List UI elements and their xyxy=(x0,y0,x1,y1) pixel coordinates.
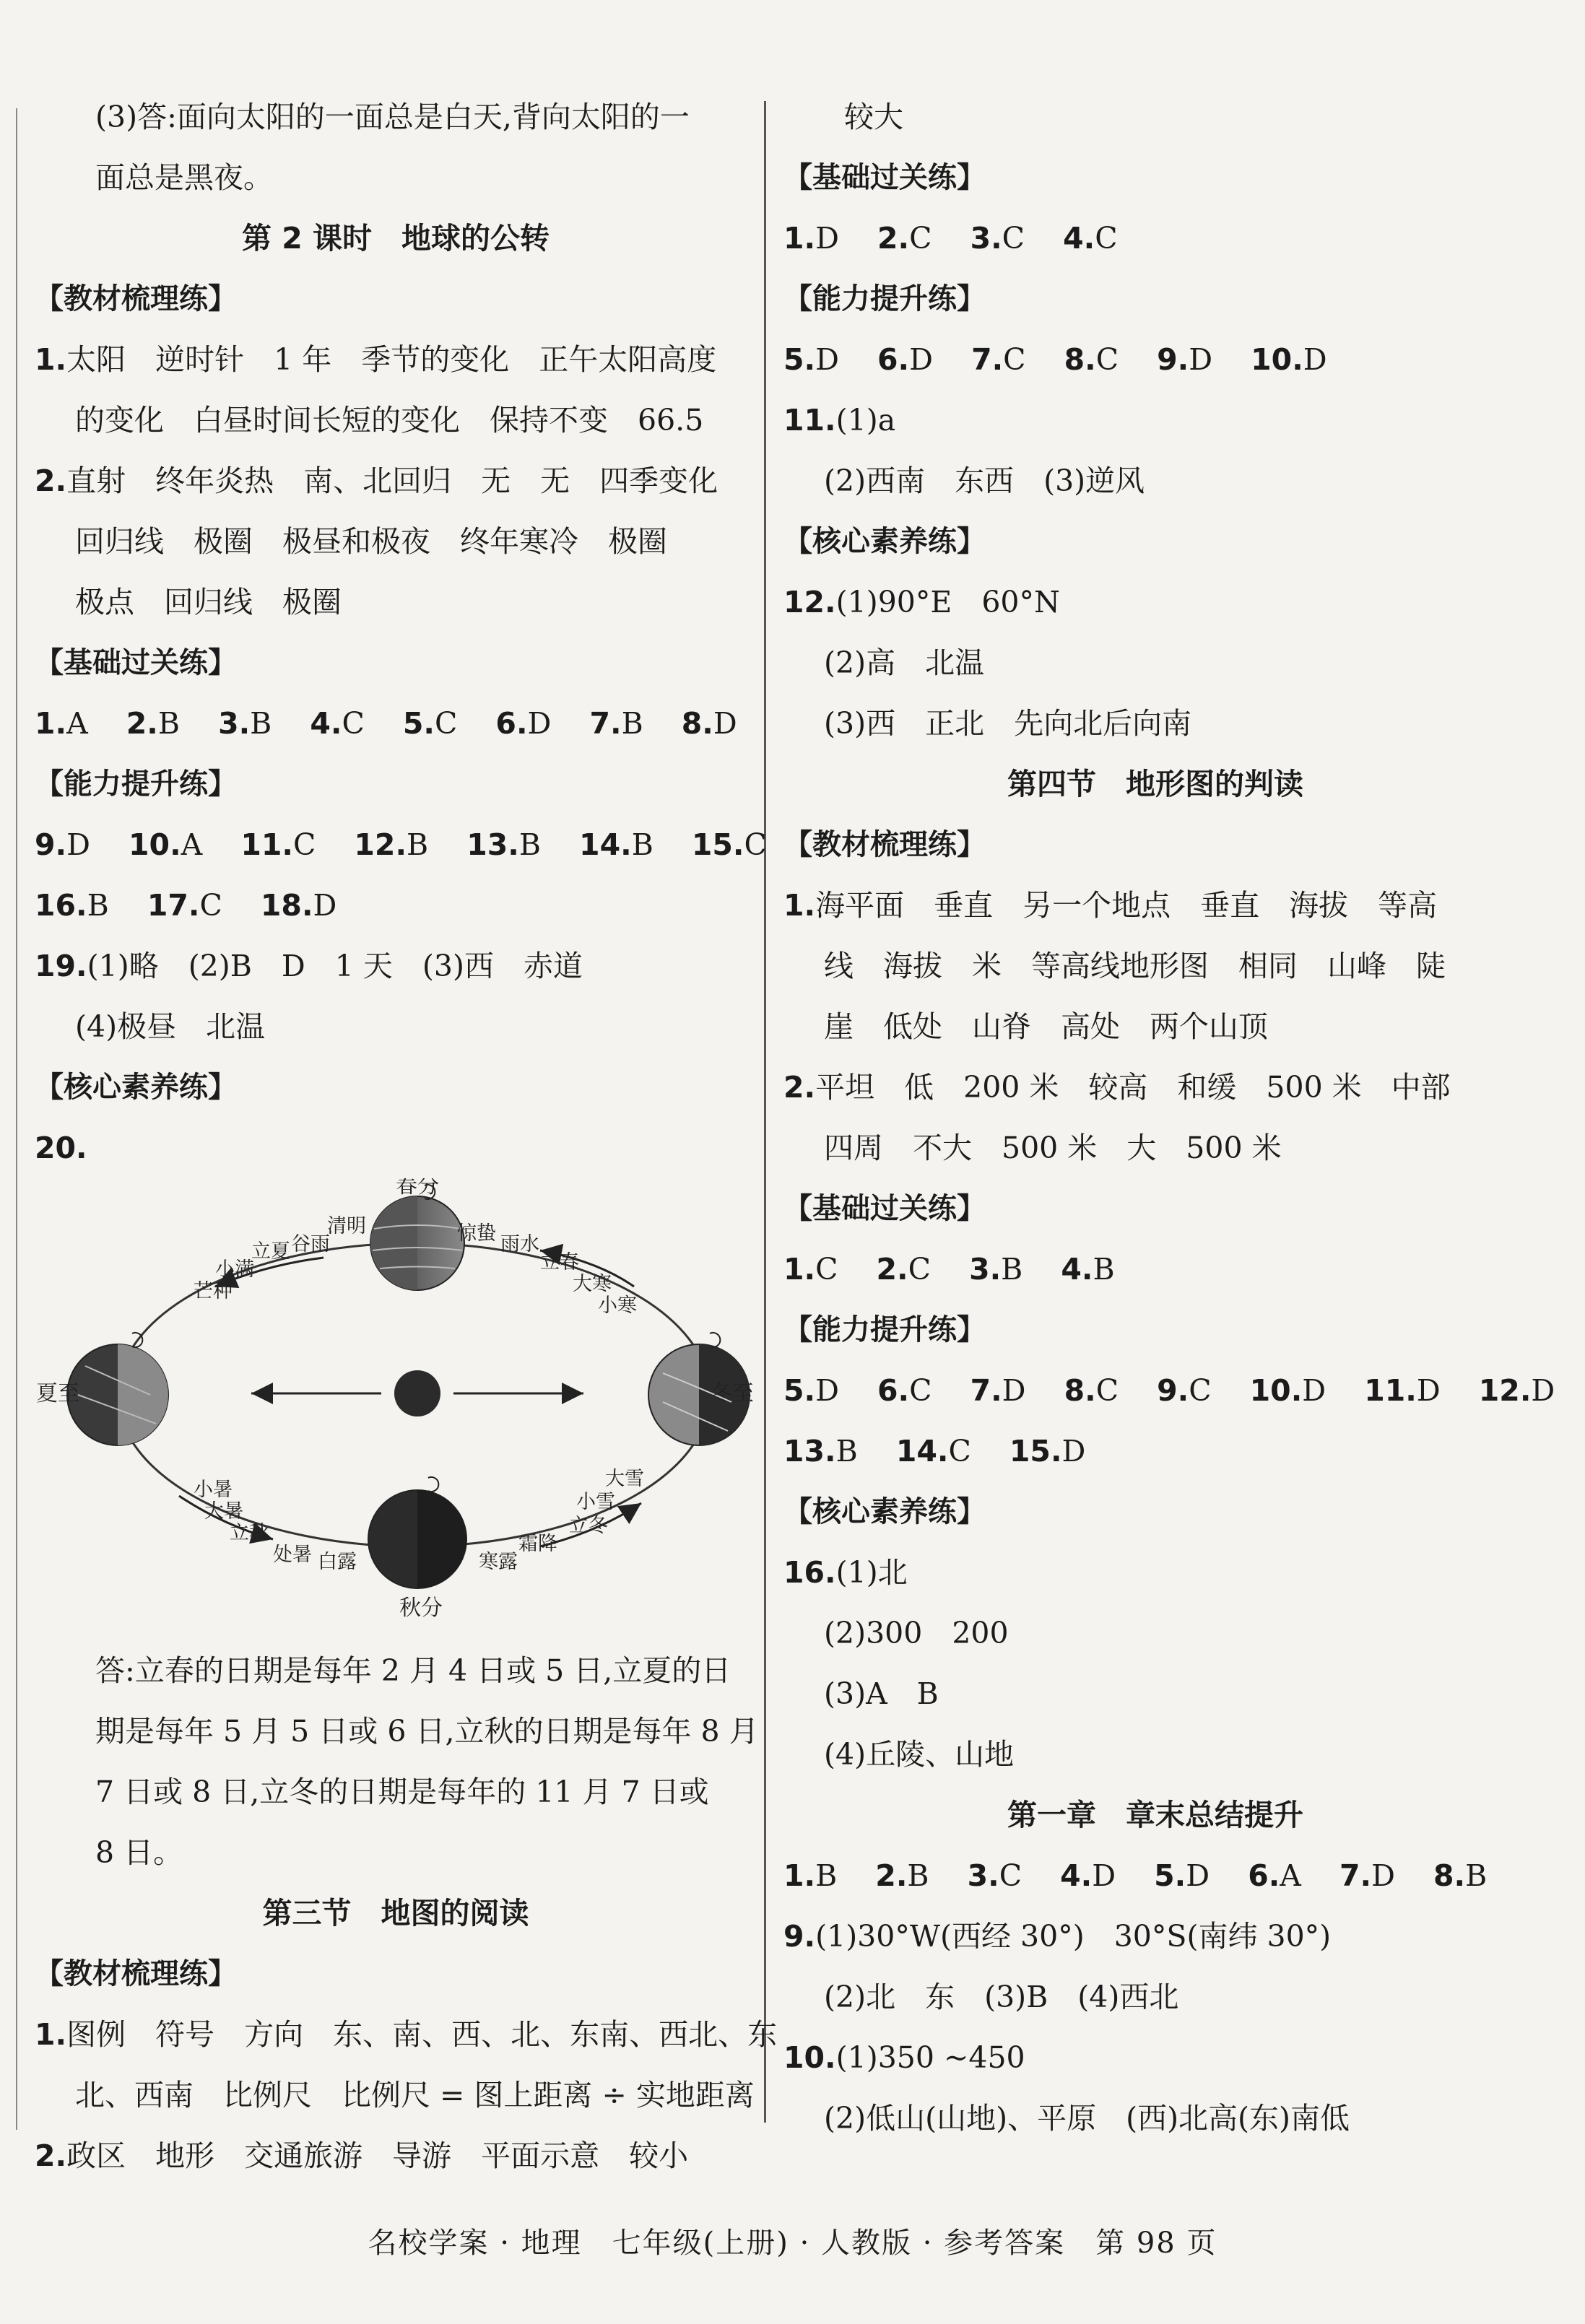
answer-choice: D xyxy=(1189,342,1213,377)
section-header: 【教材梳理练】 xyxy=(35,282,237,315)
answer-item xyxy=(692,827,767,862)
answer-item xyxy=(35,888,109,923)
answer-choice: C xyxy=(909,1373,932,1408)
label-term: 寒露 xyxy=(479,1551,518,1573)
label-winter-solstice: 冬至 xyxy=(711,1381,754,1406)
answer-choice: D xyxy=(815,221,839,256)
question-line xyxy=(783,1542,1527,1603)
label-term: 霜降 xyxy=(518,1533,557,1555)
question-number: 2. xyxy=(35,2138,67,2173)
question-number: 4. xyxy=(310,706,342,741)
question-number: 3. xyxy=(218,706,251,741)
answer-choice: B xyxy=(621,706,643,741)
answer-row xyxy=(783,329,1527,390)
question-number: 3. xyxy=(970,221,1002,256)
answer-item xyxy=(354,827,428,862)
question-number: 5. xyxy=(1154,1858,1186,1893)
question-number: 2. xyxy=(35,464,67,498)
answer-choice: B xyxy=(835,1434,858,1468)
question-number: 2. xyxy=(877,221,910,256)
answer-item xyxy=(218,706,272,741)
earth-orbit-diagram xyxy=(35,1178,757,1640)
answer-item xyxy=(1063,221,1117,256)
answer-item xyxy=(877,1373,932,1408)
question-line xyxy=(783,1906,1527,1967)
answer-choice: A xyxy=(1280,1858,1301,1893)
label-term: 谷雨 xyxy=(291,1233,330,1255)
answer-item xyxy=(1060,1858,1116,1893)
text-line: (2)300 200 xyxy=(824,1616,1009,1650)
question-number: 12. xyxy=(1478,1373,1532,1408)
answer-choice: B xyxy=(1001,1252,1023,1287)
answer-row xyxy=(783,1845,1527,1906)
answer-item xyxy=(896,1434,971,1468)
question-line xyxy=(35,936,757,996)
label-term: 处暑 xyxy=(273,1544,312,1566)
globe-autumn-equinox xyxy=(368,1477,466,1588)
question-number: 8. xyxy=(1064,342,1096,377)
answer-choice: C xyxy=(815,1252,838,1287)
section-header: 【核心素养练】 xyxy=(35,1071,237,1104)
section-header: 【核心素养练】 xyxy=(783,1495,986,1528)
question-number: 6. xyxy=(877,342,910,377)
answer-choice: B xyxy=(87,888,109,923)
answer-item xyxy=(589,706,643,741)
answer-text: (1)30°W(西经 30°) 30°S(南纬 30°) xyxy=(815,1919,1332,1954)
answer-choice: B xyxy=(1093,1252,1115,1287)
left-column xyxy=(35,87,778,2186)
text-line: 8 日。 xyxy=(95,1835,183,1870)
answer-item xyxy=(1251,342,1327,377)
answer-text: 太阳 逆时针 1 年 季节的变化 正午太阳高度 xyxy=(66,342,717,377)
answer-text: 图例 符号 方向 东、南、西、北、东南、西北、东 xyxy=(66,2017,778,2052)
globe-summer-solstice xyxy=(67,1333,168,1445)
label-term: 小寒 xyxy=(598,1294,637,1317)
text-line: 期是每年 5 月 5 日或 6 日,立秋的日期是每年 8 月 xyxy=(95,1714,759,1749)
label-term: 惊蛰 xyxy=(457,1222,496,1245)
question-number: 8. xyxy=(1064,1373,1096,1408)
question-number: 11. xyxy=(1364,1373,1417,1408)
question-number: 7. xyxy=(1339,1858,1372,1893)
answer-choice: C xyxy=(744,827,767,862)
text-line: 线 海拔 米 等高线地形图 相同 山峰 陡 xyxy=(824,949,1446,983)
question-number: 10. xyxy=(783,2040,836,2075)
answer-item xyxy=(682,706,737,741)
question-number: 11. xyxy=(240,827,293,862)
question-number: 7. xyxy=(971,342,1004,377)
answer-item xyxy=(579,827,653,862)
question-number: 9. xyxy=(783,1919,816,1954)
question-line xyxy=(783,875,1527,936)
question-line xyxy=(783,390,1527,451)
answer-item xyxy=(783,1858,837,1893)
question-number: 9. xyxy=(35,827,67,862)
answer-choice: C xyxy=(1095,1373,1119,1408)
question-number: 1. xyxy=(35,706,67,741)
question-number: 2. xyxy=(783,1070,816,1105)
answer-item xyxy=(1248,1858,1301,1893)
label-term: 立夏 xyxy=(251,1240,290,1263)
question-number: 19. xyxy=(35,949,87,983)
answer-item xyxy=(1157,1373,1211,1408)
answer-item xyxy=(1157,342,1212,377)
text-line: (4)丘陵、山地 xyxy=(824,1737,1015,1772)
text-line: 北、西南 比例尺 比例尺 = 图上距离 ÷ 实地距离 xyxy=(75,2078,755,2112)
question-number: 5. xyxy=(783,1373,816,1408)
question-number: 10. xyxy=(1249,1373,1303,1408)
answer-text: (1)90°E 60°N xyxy=(835,585,1060,619)
answer-item xyxy=(147,888,222,923)
text-line: 面总是黑夜。 xyxy=(95,160,273,195)
label-term: 立秋 xyxy=(230,1522,269,1544)
answer-item xyxy=(129,827,202,862)
text-line: (2)低山(山地)、平原 (西)北高(东)南低 xyxy=(824,2101,1350,2136)
question-number: 2. xyxy=(875,1858,908,1893)
answer-choice: C xyxy=(292,827,316,862)
answer-choice: D xyxy=(1531,1373,1555,1408)
question-number: 4. xyxy=(1063,221,1095,256)
label-spring-equinox: 春分 xyxy=(396,1178,439,1198)
question-line xyxy=(783,572,1527,632)
answer-row xyxy=(35,693,757,754)
globe-spring-equinox xyxy=(370,1185,464,1290)
question-number: 12. xyxy=(354,827,407,862)
question-number: 18. xyxy=(260,888,313,923)
answer-item xyxy=(969,1252,1022,1287)
answer-choice: C xyxy=(1095,342,1119,377)
answer-choice: C xyxy=(1003,342,1026,377)
answer-choice: C xyxy=(435,706,458,741)
answer-item xyxy=(1061,1252,1114,1287)
answer-item xyxy=(403,706,457,741)
text-line: 极点 回归线 极圈 xyxy=(75,585,342,619)
question-number: 6. xyxy=(1248,1858,1280,1893)
answer-text: (1)北 xyxy=(835,1555,908,1590)
answer-choice: B xyxy=(907,1858,929,1893)
label-autumn-equinox: 秋分 xyxy=(399,1596,443,1621)
question-number: 6. xyxy=(495,706,528,741)
question-number: 14. xyxy=(895,1434,949,1468)
section-header: 【核心素养练】 xyxy=(783,525,986,558)
answer-item xyxy=(495,706,551,741)
answer-item xyxy=(968,1858,1022,1893)
section-header: 【能力提升练】 xyxy=(783,1313,986,1346)
answer-choice: C xyxy=(1095,221,1118,256)
label-summer-solstice: 夏至 xyxy=(36,1381,79,1406)
section-header: 【能力提升练】 xyxy=(783,282,986,315)
section-title: 第四节 地形图的判读 xyxy=(1007,767,1303,801)
question-number: 13. xyxy=(466,827,519,862)
answer-choice: D xyxy=(66,827,90,862)
question-line xyxy=(35,329,757,390)
answer-item xyxy=(35,706,88,741)
answer-item xyxy=(310,706,364,741)
answer-choice: A xyxy=(181,827,203,862)
section-header: 【能力提升练】 xyxy=(35,767,237,801)
answer-item xyxy=(240,827,316,862)
text-line: (3)答:面向太阳的一面总是白天,背向太阳的一 xyxy=(95,100,690,134)
answer-text: (1)a xyxy=(835,403,896,438)
text-line: (2)北 东 (3)B (4)西北 xyxy=(824,1980,1179,2014)
answer-row xyxy=(783,1239,1527,1300)
answer-choice: B xyxy=(631,827,653,862)
question-number: 11. xyxy=(783,403,836,438)
label-term: 雨水 xyxy=(500,1233,539,1255)
text-line: (2)西南 东西 (3)逆风 xyxy=(824,464,1145,498)
answer-choice: D xyxy=(1416,1373,1441,1408)
label-term: 大暑 xyxy=(204,1500,243,1523)
section-title: 第 2 课时 地球的公转 xyxy=(241,221,550,256)
right-column xyxy=(783,87,1555,2149)
section-title: 第一章 章末总结提升 xyxy=(1007,1798,1303,1832)
answer-item xyxy=(1364,1373,1441,1408)
answer-item xyxy=(1154,1858,1210,1893)
answer-row xyxy=(783,1421,1527,1481)
question-number: 13. xyxy=(783,1434,836,1468)
answer-choice: C xyxy=(1002,221,1025,256)
label-term: 小满 xyxy=(215,1258,254,1281)
answer-choice: D xyxy=(1002,1373,1026,1408)
answer-item xyxy=(1433,1858,1487,1893)
question-number: 7. xyxy=(970,1373,1002,1408)
answer-choice: D xyxy=(815,342,839,377)
answer-item xyxy=(875,1858,929,1893)
answer-item xyxy=(971,342,1025,377)
answer-row xyxy=(35,814,767,875)
answer-choice: D xyxy=(815,1373,839,1408)
question-number: 16. xyxy=(35,888,87,923)
question-number: 10. xyxy=(129,827,181,862)
question-number: 1. xyxy=(783,221,816,256)
question-number: 1. xyxy=(35,2017,67,2052)
answer-item xyxy=(783,1434,858,1468)
question-number: 12. xyxy=(783,585,836,619)
answer-item xyxy=(783,221,839,256)
text-line: 答:立春的日期是每年 2 月 4 日或 5 日,立夏的日 xyxy=(95,1653,731,1688)
orbit-svg xyxy=(35,1178,757,1640)
question-number: 8. xyxy=(681,706,713,741)
answer-item xyxy=(783,342,839,377)
answer-choice: C xyxy=(908,1252,932,1287)
label-term: 小暑 xyxy=(194,1479,233,1501)
answer-item xyxy=(261,888,337,923)
question-number: 8. xyxy=(1433,1858,1466,1893)
question-number: 5. xyxy=(783,342,816,377)
question-number: 5. xyxy=(402,706,435,741)
label-term: 大寒 xyxy=(573,1273,612,1295)
question-number: 10. xyxy=(1251,342,1303,377)
question-number: 15. xyxy=(1009,1434,1062,1468)
answer-text: 直射 终年炎热 南、北回归 无 无 四季变化 xyxy=(66,464,718,498)
section-header: 【基础过关练】 xyxy=(783,1192,986,1225)
question-line xyxy=(783,1057,1527,1118)
answer-choice: D xyxy=(1092,1858,1116,1893)
answer-choice: B xyxy=(250,706,272,741)
answer-choice: D xyxy=(313,888,337,923)
answer-choice: D xyxy=(1302,1373,1326,1408)
question-number: 15. xyxy=(691,827,744,862)
section-header: 【基础过关练】 xyxy=(35,646,237,679)
page-footer: 名校学案 · 地理 七年级(上册) · 人教版 · 参考答案 第 98 页 xyxy=(368,2227,1217,2260)
question-number: 2. xyxy=(876,1252,908,1287)
text-line: (3)A B xyxy=(824,1676,939,1711)
label-term: 大雪 xyxy=(605,1468,644,1490)
question-number: 9. xyxy=(1157,342,1189,377)
answer-text: 政区 地形 交通旅游 导游 平面示意 较小 xyxy=(66,2138,689,2173)
text-line: (3)西 正北 先向北后向南 xyxy=(824,706,1192,741)
answer-choice: D xyxy=(909,342,934,377)
answer-item xyxy=(1009,1434,1086,1468)
answer-item xyxy=(35,827,90,862)
text-line: (4)极昼 北温 xyxy=(75,1009,266,1044)
answer-row xyxy=(783,208,1527,269)
text-line: 的变化 白昼时间长短的变化 保持不变 66.5 xyxy=(75,403,704,438)
answer-text: (1)略 (2)B D 1 天 (3)西 赤道 xyxy=(87,949,583,983)
label-term: 芒种 xyxy=(194,1280,233,1302)
answer-item xyxy=(783,1252,838,1287)
answer-item xyxy=(126,706,180,741)
answer-choice: B xyxy=(815,1858,838,1893)
answer-choice: C xyxy=(342,706,365,741)
answer-choice: C xyxy=(909,221,932,256)
answer-item xyxy=(877,342,933,377)
answer-text: 海平面 垂直 另一个地点 垂直 海拔 等高 xyxy=(815,888,1438,923)
question-number: 1. xyxy=(783,888,816,923)
answer-item xyxy=(1250,1373,1326,1408)
text-line: 7 日或 8 日,立冬的日期是每年的 11 月 7 日或 xyxy=(95,1775,709,1809)
answer-choice: B xyxy=(157,706,181,741)
question-line xyxy=(35,2125,757,2186)
question-line xyxy=(35,2004,778,2065)
answer-item xyxy=(970,221,1025,256)
section-title: 第三节 地图的阅读 xyxy=(262,1896,529,1931)
question-number: 14. xyxy=(579,827,632,862)
answer-item xyxy=(1479,1373,1555,1408)
question-number: 6. xyxy=(877,1373,910,1408)
question-number: 7. xyxy=(589,706,622,741)
section-header: 【教材梳理练】 xyxy=(35,1957,237,1990)
column-divider xyxy=(764,101,766,2123)
answer-choice: D xyxy=(1303,342,1327,377)
answer-choice: D xyxy=(1061,1434,1086,1468)
question-number: 3. xyxy=(969,1252,1002,1287)
answer-choice: D xyxy=(1186,1858,1210,1893)
text-line: 崖 低处 山脊 高处 两个山顶 xyxy=(824,1009,1268,1044)
question-line xyxy=(35,1118,757,1178)
question-number: 17. xyxy=(147,888,200,923)
question-line xyxy=(783,2027,1527,2088)
text-line: (2)高 北温 xyxy=(824,645,985,680)
text-line: 四周 不大 500 米 大 500 米 xyxy=(824,1131,1282,1165)
answer-item xyxy=(466,827,541,862)
answer-choice: B xyxy=(407,827,429,862)
answer-text: 平坦 低 200 米 较高 和缓 500 米 中部 xyxy=(815,1070,1451,1105)
question-number: 16. xyxy=(783,1555,836,1590)
question-number: 2. xyxy=(126,706,158,741)
answer-choice: D xyxy=(527,706,552,741)
question-number: 1. xyxy=(35,342,67,377)
question-number: 4. xyxy=(1061,1252,1093,1287)
label-term: 白露 xyxy=(318,1551,357,1573)
answer-item xyxy=(1064,342,1119,377)
answer-choice: B xyxy=(1465,1858,1488,1893)
answer-item xyxy=(1064,1373,1119,1408)
section-header: 【基础过关练】 xyxy=(783,161,986,194)
question-number: 9. xyxy=(1157,1373,1189,1408)
answer-row xyxy=(783,1360,1555,1421)
answer-choice: C xyxy=(1189,1373,1212,1408)
question-number: 20. xyxy=(35,1131,87,1165)
question-number: 3. xyxy=(967,1858,999,1893)
answer-choice: A xyxy=(66,706,88,741)
answer-choice: C xyxy=(948,1434,971,1468)
answer-item xyxy=(783,1373,839,1408)
answer-choice: D xyxy=(1371,1858,1395,1893)
question-number: 1. xyxy=(783,1858,816,1893)
label-term: 小雪 xyxy=(576,1491,615,1513)
answer-text: (1)350 ~450 xyxy=(835,2040,1025,2075)
binding-rule xyxy=(16,108,17,2130)
text-line: 回归线 极圈 极昼和极夜 终年寒冷 极圈 xyxy=(75,524,667,559)
label-term: 清明 xyxy=(327,1215,366,1237)
answer-choice: C xyxy=(199,888,222,923)
answer-item xyxy=(877,1252,931,1287)
label-term: 立春 xyxy=(540,1251,579,1274)
answer-item xyxy=(877,221,932,256)
answer-row xyxy=(35,875,757,936)
question-number: 4. xyxy=(1060,1858,1093,1893)
question-number: 1. xyxy=(783,1252,816,1287)
label-term: 立冬 xyxy=(569,1515,608,1537)
text-line: 较大 xyxy=(844,100,903,134)
question-line xyxy=(35,451,757,511)
answer-choice: C xyxy=(999,1858,1022,1893)
answer-item xyxy=(1339,1858,1395,1893)
answer-choice: B xyxy=(518,827,541,862)
answer-choice: D xyxy=(713,706,737,741)
answer-item xyxy=(970,1373,1026,1408)
section-header: 【教材梳理练】 xyxy=(783,828,986,861)
sun xyxy=(394,1370,440,1416)
